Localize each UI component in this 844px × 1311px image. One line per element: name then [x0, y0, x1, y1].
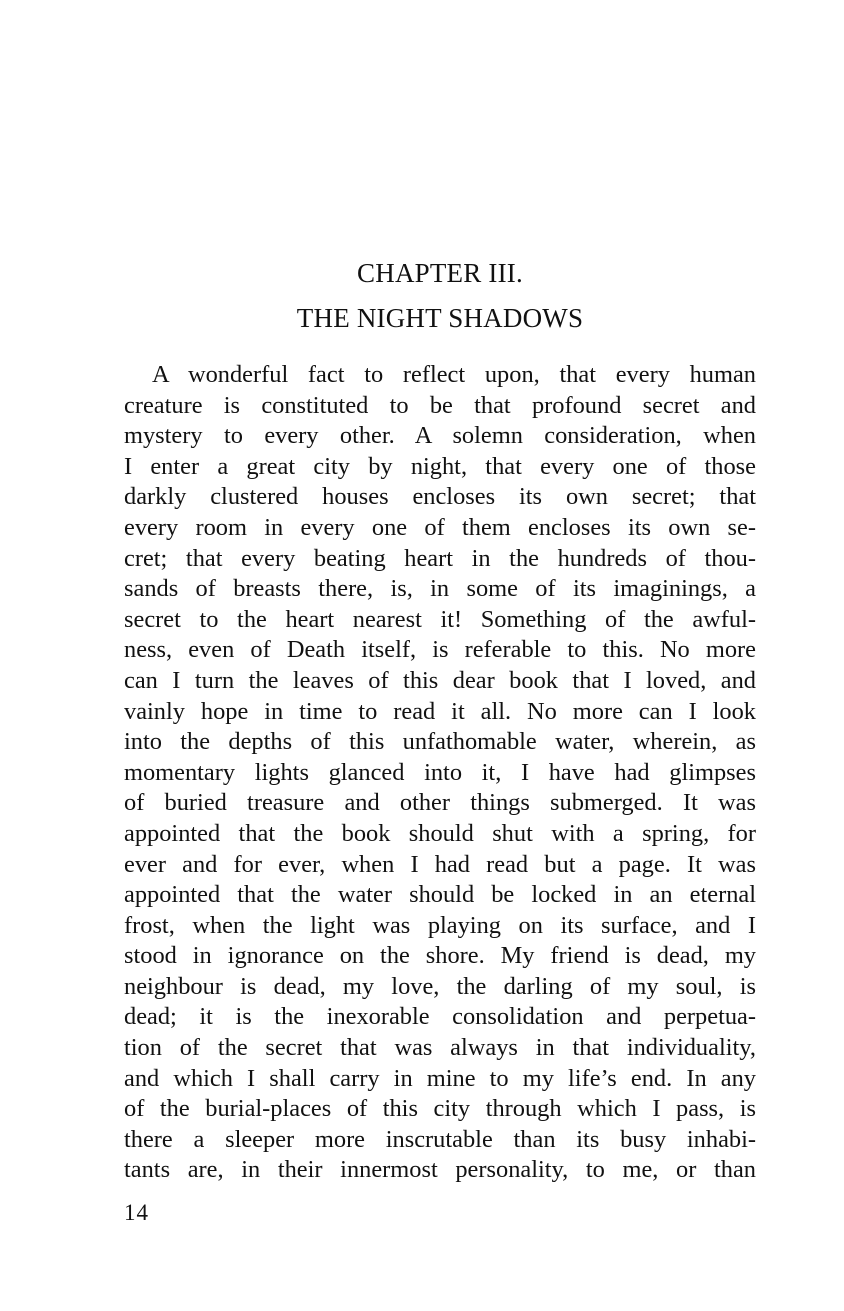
- text-line: appointed that the book should shut with a spring, for: [124, 819, 756, 847]
- text-line: vainly hope in time to read it all. No more can I look: [124, 697, 756, 725]
- text-line: of the burial-places of this city through which I pass, is: [124, 1095, 756, 1123]
- chapter-body: [124, 360, 756, 1186]
- text-line: tion of the secret that was always in that individuality,: [124, 1034, 756, 1062]
- text-line: every room in every one of them encloses its own se-: [124, 513, 756, 541]
- text-line: neighbour is dead, my love, the darling of my soul, is: [124, 972, 756, 1000]
- text-line: cret; that every beating heart in the hundreds of thou-: [124, 544, 756, 572]
- chapter-title: THE NIGHT SHADOWS: [296, 303, 584, 333]
- text-line: momentary lights glanced into it, I have had glimpses: [124, 758, 756, 786]
- text-line: can I turn the leaves of this dear book that I loved, and: [124, 666, 756, 694]
- text-line: darkly clustered houses encloses its own secret; that: [124, 483, 756, 511]
- text-line: appointed that the water should be locked in an eternal: [124, 881, 756, 909]
- text-line: sands of breasts there, is, in some of its imaginings, a: [124, 575, 756, 603]
- text-line: A wonderful fact to reflect upon, that every human: [152, 361, 756, 388]
- text-line: ever and for ever, when I had read but a page. It was: [124, 850, 756, 878]
- text-line: into the depths of this unfathomable water, wherein, as: [124, 728, 756, 756]
- text-line: secret to the heart nearest it! Something of the awful-: [124, 605, 756, 633]
- text-line: and which I shall carry in mine to my life’s end. In any: [124, 1064, 756, 1092]
- chapter-number: CHAPTER III.: [357, 258, 523, 288]
- text-line: of buried treasure and other things submerged. It was: [124, 789, 756, 817]
- text-line: tants are, in their innermost personality, to me, or than: [124, 1156, 756, 1184]
- text-line: there a sleeper more inscrutable than its busy inhabi-: [124, 1125, 756, 1153]
- text-line: creature is constituted to be that profound secret and: [124, 391, 756, 419]
- text-line: stood in ignorance on the shore. My friend is dead, my: [124, 942, 756, 970]
- text-line: ness, even of Death itself, is referable to this. No more: [124, 636, 756, 664]
- text-line: dead; it is the inexorable consolidation and perpetua-: [124, 1003, 756, 1031]
- text-line: frost, when the light was playing on its surface, and I: [124, 911, 756, 939]
- page-number: 14: [124, 1200, 149, 1225]
- text-line: mystery to every other. A solemn consideration, when: [124, 422, 756, 450]
- text-line: I enter a great city by night, that every one of those: [124, 452, 756, 480]
